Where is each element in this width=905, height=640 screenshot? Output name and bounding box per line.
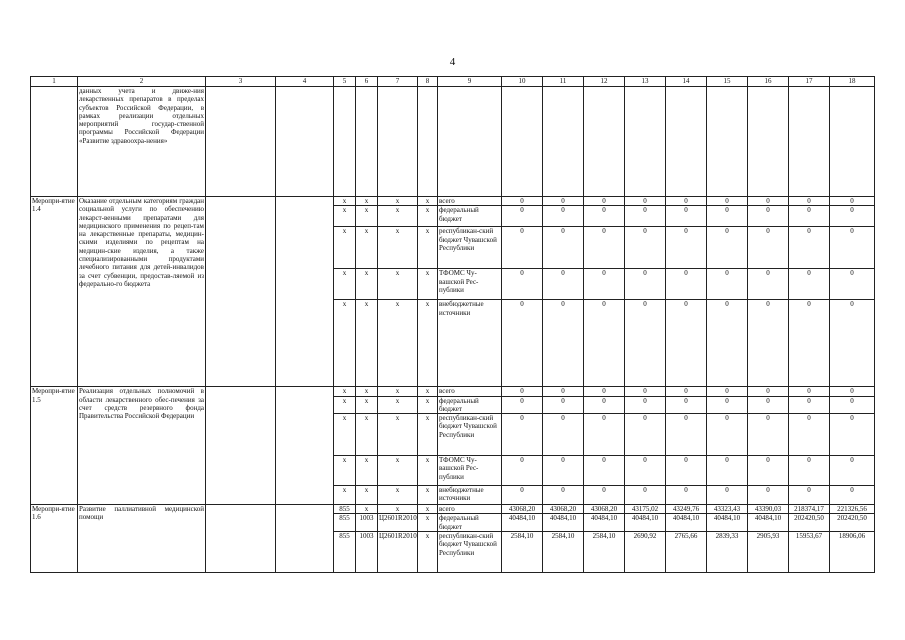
value-cell: 0 [707,456,748,486]
value-cell: 0 [502,414,543,456]
code-cell: x [418,505,438,514]
funding-source: внебюджетные источники [438,486,502,505]
value-cell: 0 [748,206,789,227]
value-cell: 0 [543,486,584,505]
value-cell: 202420,50 [789,514,830,532]
code-cell: x [334,197,356,206]
header-cell: 3 [206,77,276,87]
value-cell: 202420,50 [830,514,875,532]
code-cell: x [356,486,378,505]
header-cell: 11 [543,77,584,87]
value-cell: 0 [789,227,830,269]
header-cell: 12 [584,77,625,87]
empty-cell [276,197,334,387]
value-cell: 43068,20 [584,505,625,514]
value-cell: 0 [543,456,584,486]
value-cell: 0 [707,197,748,206]
value-cell: 0 [789,387,830,396]
value-cell: 0 [543,197,584,206]
value-cell: 0 [666,396,707,414]
value-cell: 0 [830,387,875,396]
code-cell: x [378,197,418,206]
code-cell: x [356,269,378,300]
value-cell: 0 [502,456,543,486]
value-cell: 0 [748,414,789,456]
code-cell: 855 [334,514,356,532]
value-cell: 0 [789,456,830,486]
value-cell: 0 [830,227,875,269]
funding-source: республикан-ский бюджет Чувашской Республики [438,414,502,456]
value-cell: 0 [625,396,666,414]
code-cell: x [356,505,378,514]
value-cell: 0 [666,414,707,456]
funding-source: ТФОМС Чу-вашской Рес-публики [438,269,502,300]
value-cell: 0 [748,387,789,396]
value-cell: 0 [666,227,707,269]
value-cell: 0 [502,227,543,269]
value-cell: 0 [584,414,625,456]
code-cell: x [356,387,378,396]
value-cell: 0 [707,269,748,300]
value-cell: 0 [830,486,875,505]
code-cell: x [356,300,378,387]
header-cell: 8 [418,77,438,87]
table-row [31,197,875,206]
funding-source: всего [438,197,502,206]
value-cell: 0 [666,486,707,505]
measure-description: Оказание отдельным категориям граждан социальной услуги по обеспечению лекарст-венными препаратами для медицинского применения по рецеп-там на лекарственные препараты, медицин-скими изделиями по рецептам на медицин-ские изделия, а также специализированными продуктами лечебного питания для детей-инвалидов за счет субвенции, предостав-ляемой из федерально-го бюджета [78,197,206,387]
value-cell: 0 [625,206,666,227]
header-cell: 16 [748,77,789,87]
value-cell: 0 [707,300,748,387]
code-cell: x [378,206,418,227]
value-cell: 0 [502,269,543,300]
funding-source: федеральный бюджет [438,514,502,532]
code-cell: x [418,300,438,387]
value-cell: 0 [707,396,748,414]
value-cell: 0 [625,456,666,486]
value-cell: 0 [830,197,875,206]
value-cell: 0 [789,269,830,300]
code-cell: x [418,456,438,486]
value-cell: 0 [789,414,830,456]
page-number: 4 [449,56,456,68]
value-cell: 0 [625,414,666,456]
value-cell: 0 [748,300,789,387]
value-cell: 0 [502,300,543,387]
value-cell: 0 [666,269,707,300]
value-cell: 40484,10 [707,514,748,532]
value-cell: 0 [502,197,543,206]
measure-label: Меропри-ятие 1.4 [31,197,78,387]
code-cell: x [418,387,438,396]
value-cell: 0 [789,206,830,227]
value-cell: 0 [789,486,830,505]
value-cell: 221326,56 [830,505,875,514]
value-cell: 0 [707,206,748,227]
empty-cell [206,387,276,505]
code-cell: x [356,456,378,486]
code-cell: x [378,227,418,269]
value-cell: 0 [543,269,584,300]
value-cell: 0 [502,206,543,227]
value-cell: 0 [584,387,625,396]
code-cell: x [356,206,378,227]
funding-source: федеральный бюджет [438,206,502,227]
funding-source: республикан-ский бюджет Чувашской Республики [438,532,502,573]
code-cell: x [334,486,356,505]
funding-source: всего [438,505,502,514]
value-cell: 0 [748,456,789,486]
header-cell: 13 [625,77,666,87]
code-cell: x [418,227,438,269]
code-cell: x [418,206,438,227]
value-cell: 2690,92 [625,532,666,573]
code-cell: x [418,269,438,300]
budget-table [30,76,875,573]
value-cell: 0 [502,387,543,396]
value-cell: 0 [543,227,584,269]
value-cell: 40484,10 [502,514,543,532]
value-cell: 43175,02 [625,505,666,514]
code-cell: x [378,456,418,486]
code-cell: 1003 [356,532,378,573]
code-cell: x [334,414,356,456]
value-cell: 0 [666,300,707,387]
value-cell: 2584,10 [584,532,625,573]
value-cell: 0 [789,300,830,387]
header-cell: 17 [789,77,830,87]
value-cell: 0 [748,486,789,505]
code-cell: x [334,456,356,486]
measure-description: Развитие паллиативной медицинской помощи [78,505,206,573]
code-cell: x [378,486,418,505]
code-cell: 1003 [356,514,378,532]
code-cell: x [356,227,378,269]
header-cell: 6 [356,77,378,87]
funding-source: федеральный бюджет [438,396,502,414]
code-cell: x [418,396,438,414]
code-cell: x [418,514,438,532]
value-cell: 0 [666,206,707,227]
code-cell: x [378,269,418,300]
table-row [31,387,875,396]
value-cell: 0 [543,206,584,227]
value-cell: 0 [707,486,748,505]
header-cell: 1 [31,77,78,87]
value-cell: 218374,17 [789,505,830,514]
value-cell: 0 [830,269,875,300]
value-cell: 18906,06 [830,532,875,573]
value-cell: 40484,10 [584,514,625,532]
value-cell: 0 [625,227,666,269]
code-cell: x [356,414,378,456]
funding-source: всего [438,387,502,396]
value-cell: 0 [584,206,625,227]
value-cell: 0 [666,456,707,486]
value-cell: 0 [584,456,625,486]
code-cell: x [378,300,418,387]
value-cell: 40484,10 [748,514,789,532]
value-cell: 0 [625,197,666,206]
value-cell: 43068,20 [502,505,543,514]
value-cell: 0 [830,300,875,387]
empty-cell [276,505,334,573]
code-cell: x [418,532,438,573]
value-cell: 40484,10 [625,514,666,532]
code-cell: 855 [334,505,356,514]
value-cell: 43068,20 [543,505,584,514]
value-cell: 2584,10 [543,532,584,573]
value-cell: 0 [502,486,543,505]
value-cell: 2765,66 [666,532,707,573]
value-cell: 43323,43 [707,505,748,514]
code-cell: x [334,387,356,396]
code-cell: x [418,197,438,206]
value-cell: 0 [625,269,666,300]
empty-cell [206,505,276,573]
value-cell: 0 [830,206,875,227]
value-cell: 43390,03 [748,505,789,514]
value-cell: 40484,10 [666,514,707,532]
header-cell: 10 [502,77,543,87]
header-cell: 15 [707,77,748,87]
code-cell: Ц2601R2010 [378,532,418,573]
header-cell: 9 [438,77,502,87]
code-cell: 855 [334,532,356,573]
header-cell: 18 [830,77,875,87]
code-cell: x [334,396,356,414]
value-cell: 0 [748,396,789,414]
value-cell: 0 [666,197,707,206]
table-row [31,87,875,197]
value-cell: 15953,67 [789,532,830,573]
funding-source: республикан-ский бюджет Чувашской Республики [438,227,502,269]
value-cell: 0 [543,300,584,387]
code-cell: x [334,300,356,387]
funding-source: внебюджетные источники [438,300,502,387]
measure-label: Меропри-ятие 1.5 [31,387,78,505]
empty-cell [276,387,334,505]
header-cell: 5 [334,77,356,87]
value-cell: 0 [543,414,584,456]
code-cell: x [378,396,418,414]
value-cell: 2839,33 [707,532,748,573]
continued-description: данных учета и движе-ния лекарственных препаратов в пределах субъектов Российской Федерации, в рамках реализации отдельных мероприятий государ-ственной программы Российской Федерации «Развитие здравоохра-нения» [78,87,206,197]
header-cell: 4 [276,77,334,87]
value-cell: 0 [830,396,875,414]
code-cell: x [418,414,438,456]
value-cell: 0 [584,197,625,206]
value-cell: 0 [748,269,789,300]
code-cell: x [378,414,418,456]
value-cell: 0 [584,300,625,387]
value-cell: 0 [789,396,830,414]
value-cell: 0 [625,300,666,387]
value-cell: 0 [584,269,625,300]
value-cell: 0 [707,414,748,456]
value-cell: 0 [830,414,875,456]
value-cell: 2905,93 [748,532,789,573]
table-row [31,505,875,514]
code-cell: x [356,197,378,206]
code-cell: Ц2601R2010 [378,514,418,532]
value-cell: 43249,76 [666,505,707,514]
code-cell: x [334,269,356,300]
value-cell: 0 [543,387,584,396]
measure-description: Реализация отдельных полномочий в области лекарственного обес-печения за счет средств резервного фонда Правительства Российской Федерации [78,387,206,505]
value-cell: 0 [543,396,584,414]
value-cell: 0 [625,486,666,505]
header-row [31,77,875,87]
code-cell: x [356,396,378,414]
value-cell: 0 [502,396,543,414]
code-cell: x [334,206,356,227]
value-cell: 0 [707,227,748,269]
value-cell: 0 [584,396,625,414]
code-cell: x [378,387,418,396]
code-cell: x [378,505,418,514]
value-cell: 0 [584,486,625,505]
header-cell: 14 [666,77,707,87]
value-cell: 0 [707,387,748,396]
value-cell: 40484,10 [543,514,584,532]
measure-label: Меропри-ятие 1.6 [31,505,78,573]
value-cell: 0 [748,197,789,206]
value-cell: 0 [666,387,707,396]
value-cell: 0 [625,387,666,396]
value-cell: 0 [584,227,625,269]
code-cell: x [334,227,356,269]
header-cell: 2 [78,77,206,87]
funding-source: ТФОМС Чу-вашской Рес-публики [438,456,502,486]
empty-cell [206,197,276,387]
value-cell: 0 [830,456,875,486]
code-cell: x [418,486,438,505]
value-cell: 0 [789,197,830,206]
value-cell: 2584,10 [502,532,543,573]
header-cell: 7 [378,77,418,87]
value-cell: 0 [748,227,789,269]
